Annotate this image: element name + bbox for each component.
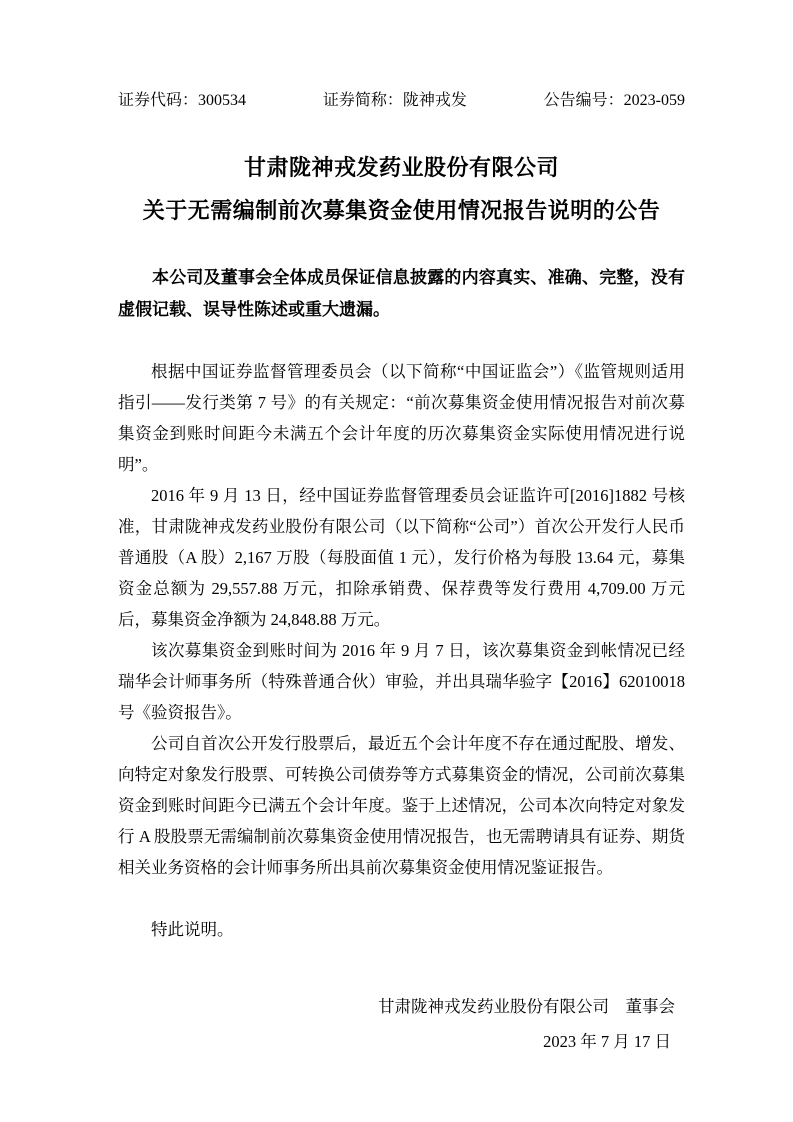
announcement-number: 公告编号：2023-059: [543, 92, 685, 109]
stock-name: 证券简称：陇神戎发: [322, 92, 467, 109]
signature-date: 2023 年 7 月 17 日: [543, 1032, 671, 1051]
signature: 甘肃陇神戎发药业股份有限公司 董事会: [378, 997, 675, 1016]
title-block: [118, 146, 685, 232]
closing-note: 特此说明。: [151, 920, 234, 939]
paragraph-no-report-needed: 公司自首次公开发行股票后，最近五个会计年度不存在通过配股、增发、向特定对象发行股票、可转换公司债券等方式募集资金的情况，公司前次募集资金到账时间距今已满五个会计年度。鉴于上述情况，公司本次向特定对象发行 A 股股票无需编制前次募集资金使用情况报告，也无需聘请具有证券、期货相关业务资格的会计师事务所出具前次募集资金使用情况鉴证报告。: [118, 734, 685, 877]
paragraph-funds-verification: 该次募集资金到账时间为 2016 年 9 月 7 日，该次募集资金到帐情况已经瑞华会计师事务所（特殊普通合伙）审验，并出具瑞华验字【2016】62010018 号《验资报告》。: [118, 641, 685, 722]
company-title: 甘肃陇神戎发药业股份有限公司: [243, 155, 559, 180]
integrity-statement: 本公司及董事会全体成员保证信息披露的内容真实、准确、完整，没有虚假记载、误导性陈述或重大遗漏。: [118, 268, 685, 319]
paragraph-ipo-details: 2016 年 9 月 13 日，经中国证券监督管理委员会证监许可[2016]1882 号核准，甘肃陇神戎发药业股份有限公司（以下简称“公司”）首次公开发行人民币普通股（A 股）2,167 万股（每股面值 1 元），发行价格为每股 13.64 元，募集资金总额为 29,557.88 万元，扣除承销费、保荐费等发行费用 4,709.00 万元后，募集资金净额为 24,848.88 万元。: [118, 486, 685, 629]
header-meta-row: [118, 90, 685, 112]
stock-code: 证券代码：300534: [118, 92, 247, 109]
body-text: [118, 356, 685, 883]
announcement-title: 关于无需编制前次募集资金使用情况报告说明的公告: [142, 198, 661, 223]
paragraph-regulation-basis: 根据中国证券监督管理委员会（以下简称“中国证监会”）《监管规则适用指引——发行类第 7 号》的有关规定：“前次募集资金使用情况报告对前次募集资金到账时间距今未满五个会计年度的历次募集资金实际使用情况进行说明”。: [118, 362, 685, 474]
